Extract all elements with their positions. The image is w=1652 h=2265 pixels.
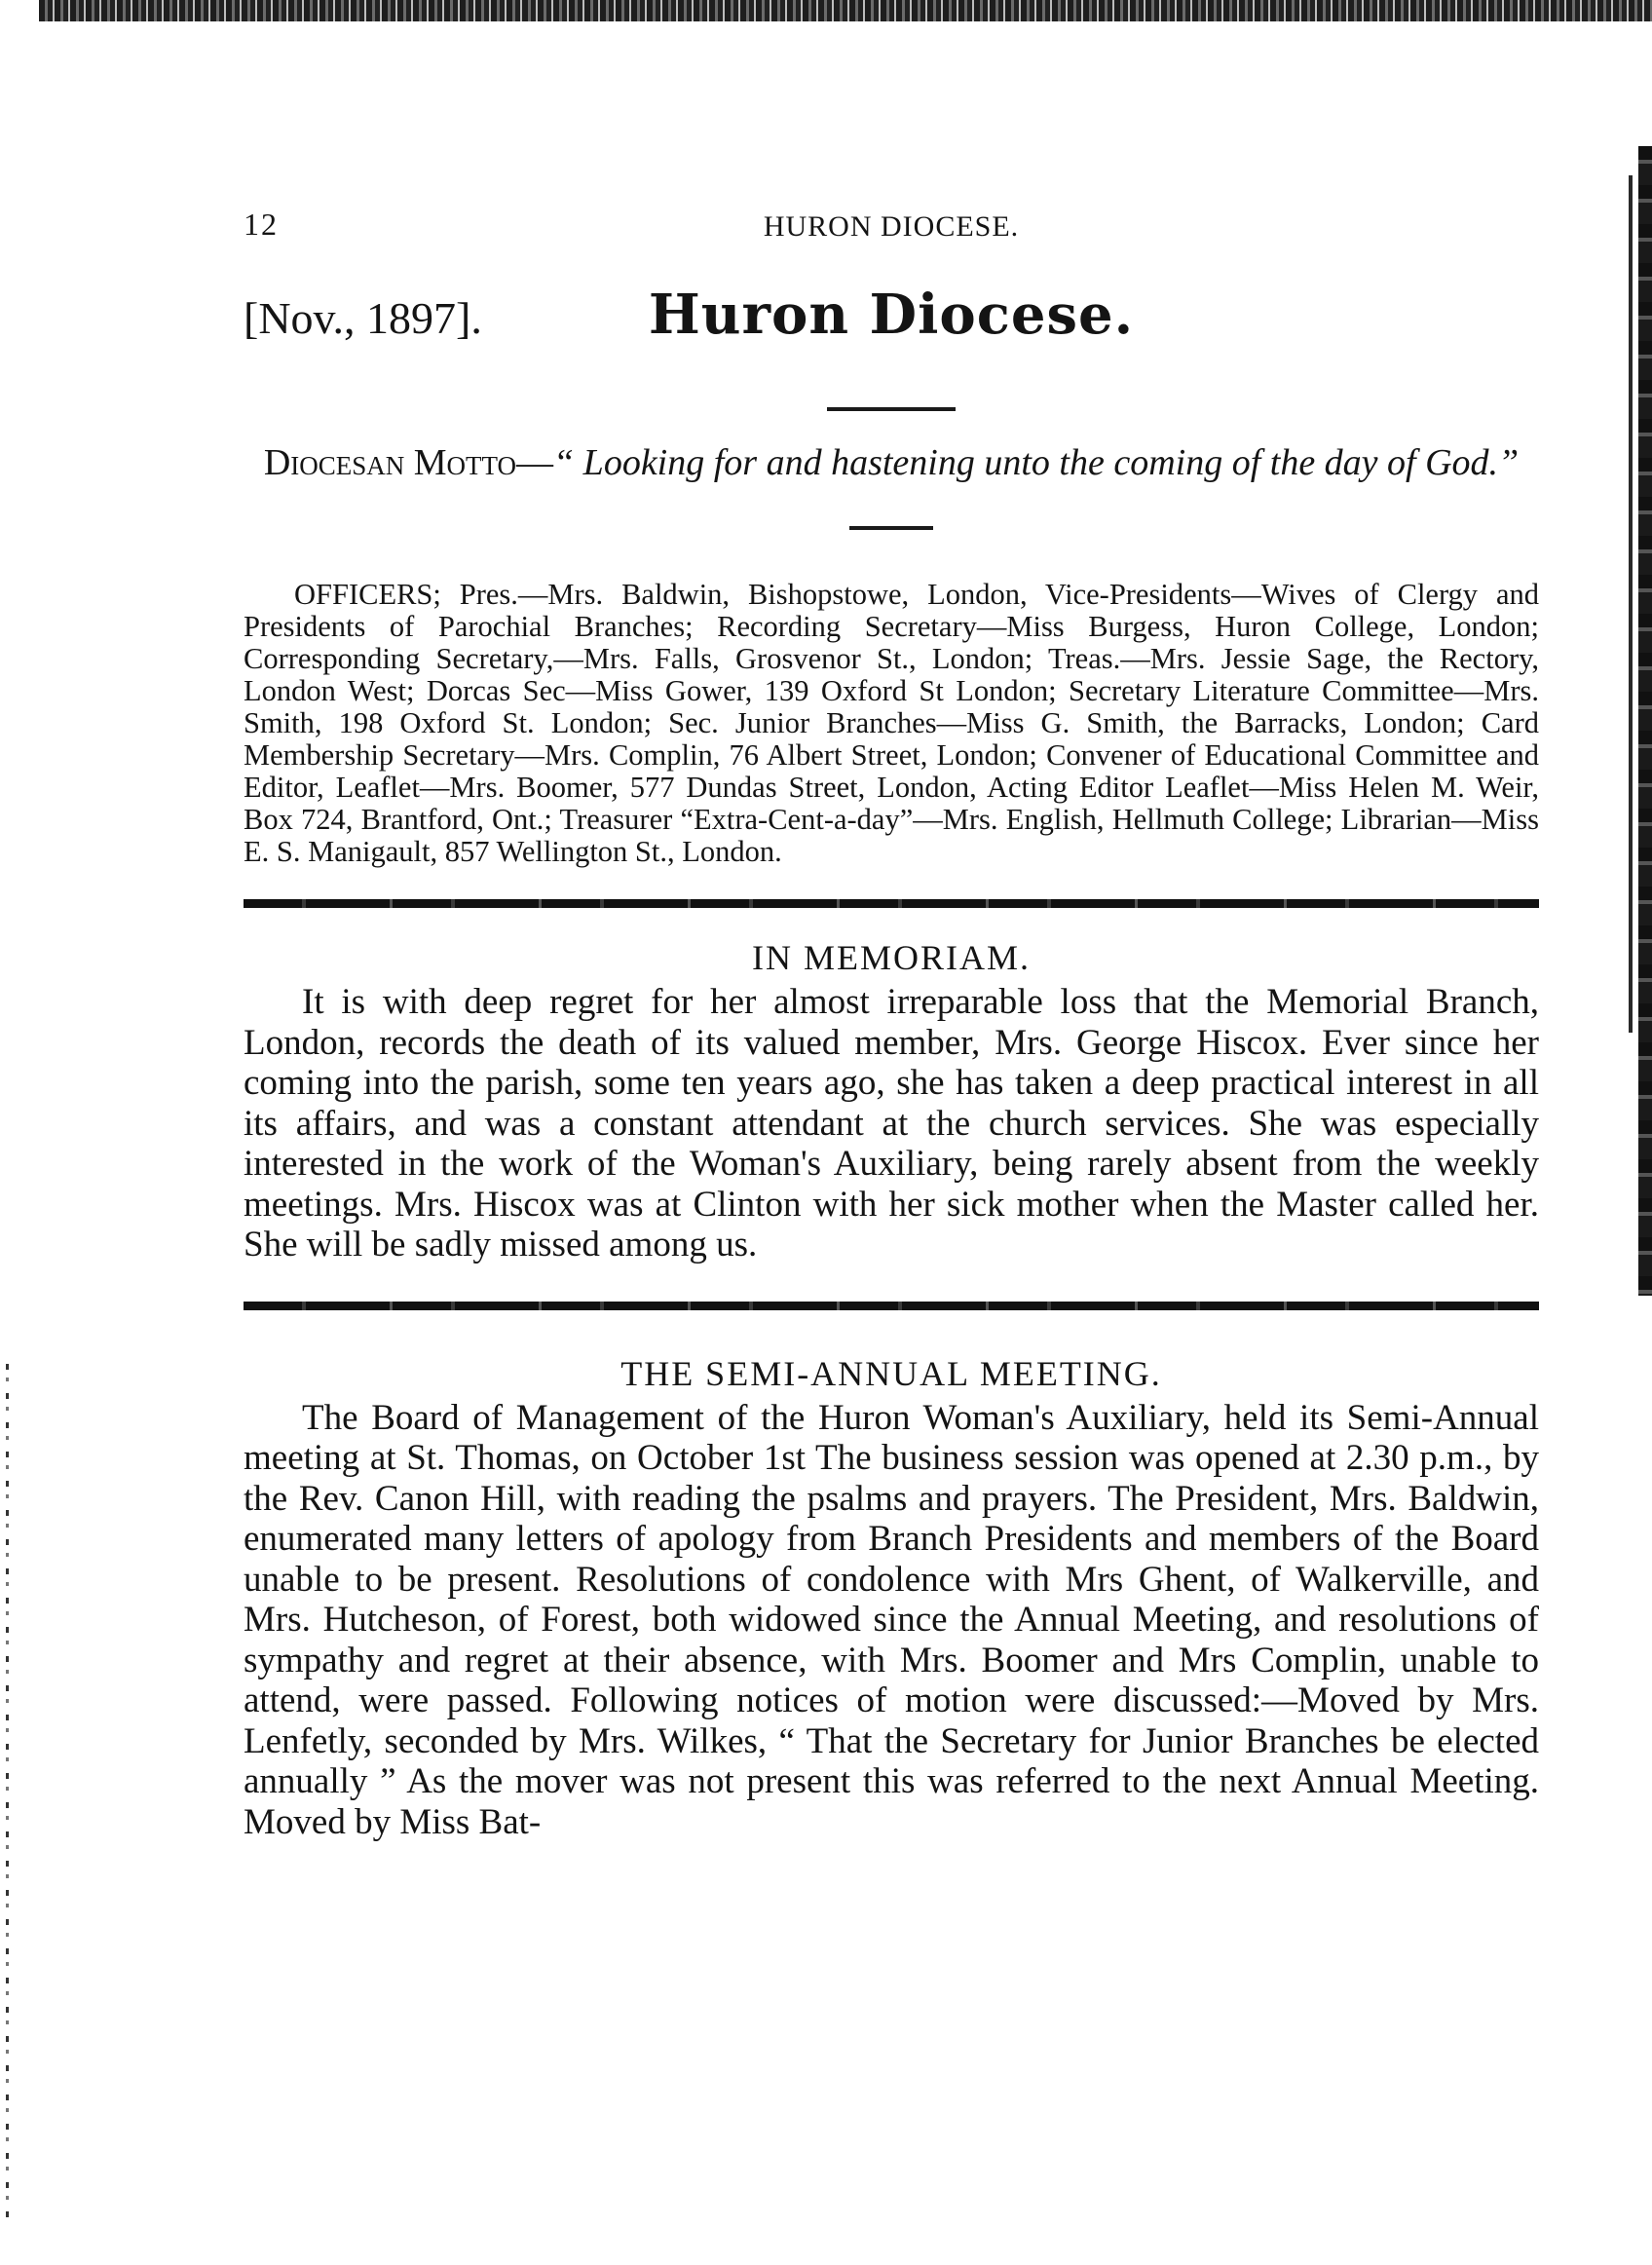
scan-edge-right-inner (1629, 175, 1633, 1033)
issue-date: [Nov., 1897]. (244, 293, 482, 343)
officers-paragraph: OFFICERS; Pres.—Mrs. Baldwin, Bishopstowe, London, Vice-Presidents—Wives of Clergy and Presidents of Parochial Branches; Recording Secretary—Miss Burgess, Huron College, London; Corresponding Secretary,—Mrs. Falls, Grosvenor St., London; Treas.—Mrs. Jessie Sage, the Rectory, London West; Dorcas Sec—Miss Gower, 139 Oxford St London; Secretary Literature Committee—Mrs. Smith, 198 Oxford St. London; Sec. Junior Branches—Miss G. Smith, the Barracks, London; Card Membership Secretary—Mrs. Complin, 76 Albert Street, London; Convener of Educational Committee and Editor, Leaflet—Mrs. Boomer, 577 Dundas Street, London, Acting Editor Leaflet—Miss Helen M. Weir, Box 724, Brantford, Ont.; Treasurer “Extra-Cent-a-day”—Mrs. English, Hellmuth College; Librarian—Miss E. S. Manigault, 857 Wellington St., London. (244, 578, 1539, 868)
divider-thick (244, 899, 1539, 908)
meeting-heading: THE SEMI-ANNUAL MEETING. (620, 1353, 1162, 1393)
scan-edge-top (39, 0, 1652, 21)
memoriam-paragraph: It is with deep regret for her almost irreparable loss that the Memorial Branch, London, records the death of its valued member, Mrs. George Hiscox. Ever since her coming into the parish, some ten years ago, she has taken a deep practical interest in all its affairs, and was a constant attendant at the church services. She was especially interested in the work of the Woman's Auxiliary, being rarely absent from the weekly meetings. Mrs. Hiscox was at Clinton with her sick mother when the Master called her. She will be sadly missed among us. (244, 982, 1539, 1265)
motto-text: “ Looking for and hastening unto the coming of the day of God.” (553, 442, 1520, 483)
divider-thick-2 (244, 1302, 1539, 1310)
memoriam-heading: IN MEMORIAM. (751, 938, 1031, 977)
page-number: 12 (244, 207, 279, 242)
diocesan-motto (244, 442, 1539, 483)
running-title: HURON DIOCESE. (763, 210, 1020, 243)
meeting-paragraph: The Board of Management of the Huron Woman's Auxiliary, held its Semi-Annual meeting at St. Thomas, on October 1st The business session was opened at 2.30 p.m., by the Rev. Canon Hill, with reading the psalms and prayers. The President, Mrs. Baldwin, enumerated many letters of apology from Branch Presidents and members of the Board unable to be present. Resolutions of condolence with Mrs Ghent, of Walkerville, and Mrs. Hutcheson, of Forest, both widowed since the Annual Meeting, and resolutions of sympathy and regret at their absence, with Mrs. Boomer and Mrs Complin, unable to attend, were passed. Following notices of motion were discussed:—Moved by Mrs. Lenfetly, seconded by Mrs. Wilkes, “ That the Secretary for Junior Branches be elected annually ” As the mover was not present this was referred to the next Annual Meeting. Moved by Miss Bat- (244, 1397, 1539, 1842)
page-title: Huron Diocese. (648, 283, 1135, 347)
scan-edge-right (1638, 146, 1652, 1296)
motto-label: Diocesan Motto— (263, 442, 554, 483)
divider-short-2 (849, 526, 933, 530)
scan-edge-left (6, 1364, 9, 2221)
divider-short (827, 407, 956, 411)
title-block (244, 273, 1539, 370)
running-header (244, 195, 1539, 244)
page (244, 195, 1539, 1878)
